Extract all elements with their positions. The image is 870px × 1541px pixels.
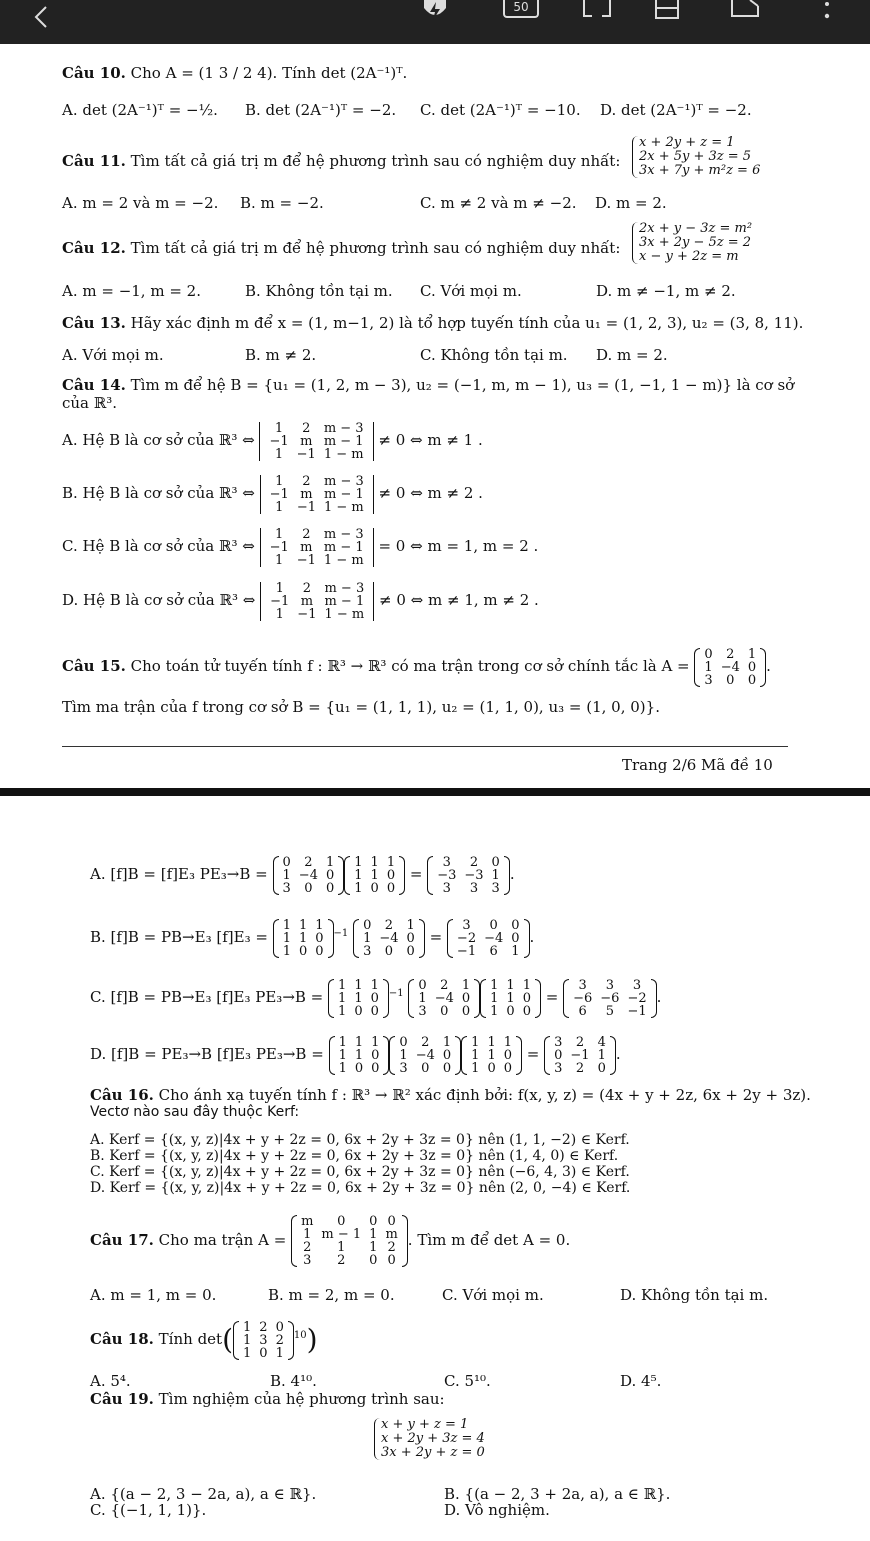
- q19-option-d: D. Vô nghiệm.: [444, 1501, 550, 1519]
- q11-option-d: D. m = 2.: [595, 194, 667, 212]
- q13-option-a: A. Với mọi m.: [62, 346, 164, 364]
- question-19: Câu 19. Tìm nghiệm của hệ phương trình sau:: [90, 1390, 445, 1408]
- q17-option-a: A. m = 1, m = 0.: [90, 1286, 217, 1304]
- q15-option-b: B. [f]B = PB→E₃ [f]E₃ = 1 1 1 1 1 0 1 0 0 $^{-1}$ 0 2 1 1 −4 0 3 0 0 = 3 0 0 −2 −4 0 −1 6 1 .: [90, 917, 535, 959]
- q16-option-b: B. Kerf = {(x, y, z)|4x + y + 2z = 0, 6x + 2y + 3z = 0} nên (1, 4, 0) ∈ Kerf.: [90, 1148, 619, 1164]
- q18-option-d: D. 4⁵.: [620, 1372, 662, 1390]
- question-18: Câu 18. Tính det( 1 2 0 1 3 2 1 0 1 $^{10}$): [90, 1319, 318, 1361]
- q15-matrix-a: 0 2 1 1 −4 0 3 0 0: [694, 648, 766, 687]
- q15-option-a: A. [f]B = [f]E₃ PE₃→B = 0 2 1 1 −4 0 3 0 0 1 1 1 1 1 0 1 0 0 = 3 2 0 −3 −3 1 3 3 3 .: [90, 854, 515, 896]
- q15b-matrix-f: 0 2 1 1 −4 0 3 0 0: [353, 919, 425, 958]
- document-page-3: [0, 796, 870, 1541]
- q15c-matrix-p-inv: 1 1 1 1 1 0 1 0 0: [328, 979, 389, 1018]
- question-14: Câu 14. Tìm m để hệ B = {u₁ = (1, 2, m − 3), u₂ = (−1, m, m − 1), u₃ = (1, −1, 1 − m)} là cơ sở: [62, 376, 795, 394]
- q18-option-a: A. 5⁴.: [90, 1372, 131, 1390]
- q11-option-b: B. m = −2.: [240, 194, 324, 212]
- q19-option-a: A. {(a − 2, 3 − 2a, a), a ∈ ℝ}.: [90, 1485, 317, 1503]
- q18-option-c: C. 5¹⁰.: [444, 1372, 491, 1390]
- q12-option-a: A. m = −1, m = 2.: [62, 282, 201, 300]
- crop-icon[interactable]: [582, 0, 612, 22]
- q17-option-d: D. Không tồn tại m.: [620, 1286, 769, 1304]
- q11-equation-system: x + 2y + z = 1 2x + 5y + 3z = 5 3x + 7y + m²z = 6: [632, 136, 760, 178]
- q16-text-continued: Vectơ nào sau đây thuộc Kerf:: [90, 1104, 300, 1120]
- question-16: Câu 16. Cho ánh xạ tuyến tính f : ℝ³ → ℝ² xác định bởi: f(x, y, z) = (4x + y + 2z, 6x + 2y + 3z).: [90, 1086, 811, 1104]
- document-page-2: [0, 44, 870, 788]
- q15d-matrix-p2: 1 1 1 1 1 0 1 0 0: [461, 1036, 522, 1075]
- q19-option-c: C. {(−1, 1, 1)}.: [90, 1501, 207, 1519]
- q12-equation-system: 2x + y − 3z = m² 3x + 2y − 5z = 2 x − y + 2z = m: [632, 222, 752, 264]
- q19-equation-system: x + y + z = 1 x + 2y + 3z = 4 3x + 2y + z = 0: [374, 1418, 485, 1460]
- q15-text-continued: Tìm ma trận của f trong cơ sở B = {u₁ = (1, 1, 1), u₂ = (1, 1, 0), u₃ = (1, 0, 0)}.: [62, 698, 660, 716]
- q11-option-c: C. m ≠ 2 và m ≠ −2.: [420, 194, 577, 212]
- q14-option-c: C. Hệ B là cơ sở của ℝ³ ⇔ 1 2 m − 3 −1 m m − 1 1 −1 1 − m = 0 ⇔ m = 1, m = 2 .: [62, 526, 539, 568]
- q15a-matrix-p: 1 1 1 1 1 0 1 0 0: [344, 856, 405, 895]
- share-icon[interactable]: [728, 0, 764, 22]
- q15a-matrix-f: 0 2 1 1 −4 0 3 0 0: [273, 856, 345, 895]
- q15a-result-matrix: 3 2 0 −3 −3 1 3 3 3: [427, 856, 510, 895]
- page-count-badge[interactable]: 50: [503, 0, 539, 18]
- q13-option-b: B. m ≠ 2.: [245, 346, 317, 364]
- q16-option-a: A. Kerf = {(x, y, z)|4x + y + 2z = 0, 6x + 2y + 3z = 0} nên (1, 1, −2) ∈ Kerf.: [90, 1132, 630, 1148]
- q14-option-d: D. Hệ B là cơ sở của ℝ³ ⇔ 1 2 m − 3 −1 m m − 1 1 −1 1 − m ≠ 0 ⇔ m ≠ 1, m ≠ 2 .: [62, 580, 539, 622]
- question-17: Câu 17. Cho ma trận A = m 0 0 0 1 m − 1 1 m 2 1 1 2 3 2 0 0 . Tìm m để det A = 0.: [90, 1214, 571, 1268]
- q13-option-d: D. m = 2.: [596, 346, 668, 364]
- q14-text-continued: của ℝ³.: [62, 394, 118, 412]
- q15-option-c: C. [f]B = PB→E₃ [f]E₃ PE₃→B = 1 1 1 1 1 0 1 0 0 $^{-1}$ 0 2 1 1 −4 0 3 0 0 1 1 1 1 1 0 1 0 0 = 3 3 3 −6 −6 −2 6 5 −1 .: [90, 977, 662, 1019]
- q13-option-c: C. Không tồn tại m.: [420, 346, 568, 364]
- question-10: Câu 10. Cho A = (1 3 / 2 4). Tính det (2A⁻¹)ᵀ.: [62, 64, 408, 82]
- q15d-matrix-f: 0 2 1 1 −4 0 3 0 0: [389, 1036, 461, 1075]
- q16-option-c: C. Kerf = {(x, y, z)|4x + y + 2z = 0, 6x + 2y + 3z = 0} nên (−6, 4, 3) ∈ Kerf.: [90, 1164, 630, 1180]
- q15b-result-matrix: 3 0 0 −2 −4 0 −1 6 1: [447, 919, 530, 958]
- question-15: Câu 15. Cho toán tử tuyến tính f : ℝ³ → ℝ³ có ma trận trong cơ sở chính tắc là A = 0 2 1 1 −4 0 3 0 0 .: [62, 646, 771, 688]
- question-11: Câu 11. Tìm tất cả giá trị m để hệ phương trình sau có nghiệm duy nhất:: [62, 152, 621, 170]
- q17-option-c: C. Với mọi m.: [442, 1286, 544, 1304]
- q12-option-c: C. Với mọi m.: [420, 282, 522, 300]
- q19-option-b: B. {(a − 2, 3 + 2a, a), a ∈ ℝ}.: [444, 1485, 671, 1503]
- q14-determinant-d: 1 2 m − 3 −1 m m − 1 1 −1 1 − m: [260, 582, 374, 621]
- q10-option-c: C. det (2A⁻¹)ᵀ = −10.: [420, 101, 581, 119]
- q15c-matrix-p: 1 1 1 1 1 0 1 0 0: [480, 979, 541, 1018]
- q12-option-b: B. Không tồn tại m.: [245, 282, 393, 300]
- page-footer: Trang 2/6 Mã đề 10: [622, 756, 773, 774]
- q16-option-d: D. Kerf = {(x, y, z)|4x + y + 2z = 0, 6x + 2y + 3z = 0} nên (2, 0, −4) ∈ Kerf.: [90, 1180, 631, 1196]
- q15c-matrix-f: 0 2 1 1 −4 0 3 0 0: [408, 979, 480, 1018]
- q10-option-a: A. det (2A⁻¹)ᵀ = −½.: [62, 101, 218, 119]
- back-chevron-icon[interactable]: [30, 6, 52, 28]
- question-13: Câu 13. Hãy xác định m để x = (1, m−1, 2) là tổ hợp tuyến tính của u₁ = (1, 2, 3), u₂ = (3, 8, 11).: [62, 314, 804, 332]
- q11-option-a: A. m = 2 và m = −2.: [62, 194, 219, 212]
- q15b-matrix-p: 1 1 1 1 1 0 1 0 0: [273, 919, 334, 958]
- top-toolbar: [0, 0, 870, 44]
- q17-option-b: B. m = 2, m = 0.: [268, 1286, 395, 1304]
- q14-determinant-b: 1 2 m − 3 −1 m m − 1 1 −1 1 − m: [260, 475, 374, 514]
- q15c-result-matrix: 3 3 3 −6 −6 −2 6 5 −1: [563, 979, 657, 1018]
- q18-option-b: B. 4¹⁰.: [270, 1372, 317, 1390]
- notification-icon[interactable]: [418, 0, 452, 22]
- footer-divider: [62, 746, 788, 747]
- q15d-matrix-p1: 1 1 1 1 1 0 1 0 0: [329, 1036, 390, 1075]
- q17-matrix-a: m 0 0 0 1 m − 1 1 m 2 1 1 2 3 2 0 0: [291, 1215, 408, 1267]
- q14-option-b: B. Hệ B là cơ sở của ℝ³ ⇔ 1 2 m − 3 −1 m m − 1 1 −1 1 − m ≠ 0 ⇔ m ≠ 2 .: [62, 473, 483, 515]
- q15-option-d: D. [f]B = PE₃→B [f]E₃ PE₃→B = 1 1 1 1 1 0 1 0 0 0 2 1 1 −4 0 3 0 0 1 1 1 1 1 0 1 0 0 = 3 2 4 0 −1 1 3 2 0 .: [90, 1034, 621, 1076]
- q15d-result-matrix: 3 2 4 0 −1 1 3 2 0: [544, 1036, 616, 1075]
- q10-option-b: B. det (2A⁻¹)ᵀ = −2.: [245, 101, 397, 119]
- more-icon[interactable]: [820, 0, 834, 22]
- q10-option-d: D. det (2A⁻¹)ᵀ = −2.: [600, 101, 752, 119]
- q12-option-d: D. m ≠ −1, m ≠ 2.: [596, 282, 736, 300]
- q14-determinant-c: 1 2 m − 3 −1 m m − 1 1 −1 1 − m: [260, 528, 374, 567]
- q14-determinant-a: 1 2 m − 3 −1 m m − 1 1 −1 1 − m: [259, 422, 373, 461]
- book-icon[interactable]: [652, 0, 682, 22]
- page-separator: [0, 788, 870, 796]
- q18-matrix: 1 2 0 1 3 2 1 0 1: [233, 1321, 294, 1360]
- q14-option-a: A. Hệ B là cơ sở của ℝ³ ⇔ 1 2 m − 3 −1 m m − 1 1 −1 1 − m ≠ 0 ⇔ m ≠ 1 .: [62, 420, 483, 462]
- question-12: Câu 12. Tìm tất cả giá trị m để hệ phương trình sau có nghiệm duy nhất:: [62, 239, 621, 257]
